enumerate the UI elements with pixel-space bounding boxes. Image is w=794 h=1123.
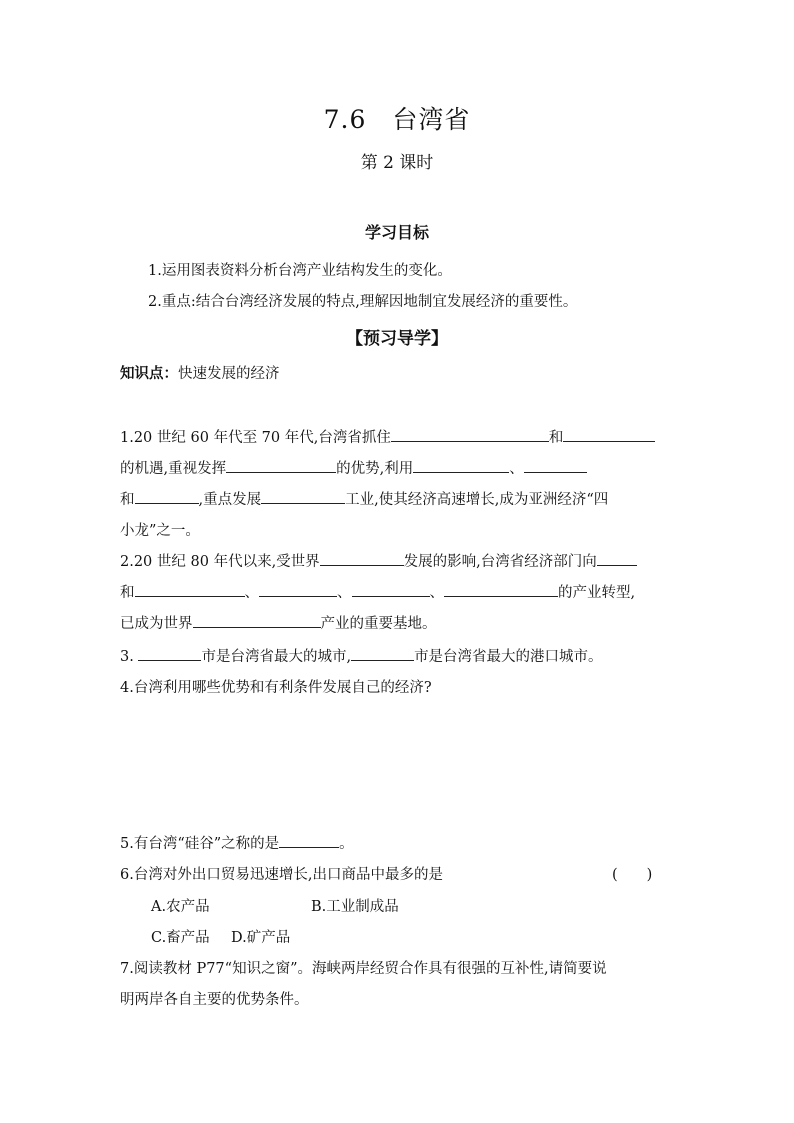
fill-blank[interactable] <box>597 551 637 566</box>
q2-text: 产业的重要基地。 <box>320 616 437 632</box>
q1-text: 1.20 世纪 60 年代至 70 年代,台湾省抓住 <box>120 430 391 446</box>
knowledge-point <box>120 362 280 383</box>
question-2-line-3 <box>120 612 437 633</box>
lesson-subtitle: 第 2 课时 <box>360 153 434 173</box>
answer-space[interactable] <box>120 700 680 820</box>
q1-text: 和 <box>120 492 135 508</box>
question-7-line-2: 明两岸各自主要的优势条件。 <box>120 992 309 1008</box>
page-title: 7.6 台湾省 <box>323 105 471 134</box>
fill-blank[interactable] <box>261 489 345 504</box>
knowledge-point-text: 快速发展的经济 <box>178 366 280 382</box>
question-4: 4.台湾利用哪些优势和有利条件发展自己的经济? <box>120 680 432 696</box>
fill-blank[interactable] <box>226 458 336 473</box>
q1-text: 的机遇,重视发挥 <box>120 461 227 477</box>
q3-text: 市是台湾省最大的城市, <box>201 649 352 665</box>
question-1-line-3 <box>120 488 608 509</box>
question-1-line-2 <box>120 457 587 478</box>
q2-text: 的产业转型, <box>558 585 636 601</box>
q1-text: 和 <box>548 430 564 446</box>
option-b[interactable]: B.工业制成品 <box>311 899 399 915</box>
question-7-line-1: 7.阅读教材 P77“知识之窗”。海峡两岸经贸合作具有很强的互补性,请简要说 <box>120 961 607 977</box>
option-a[interactable]: A.农产品 <box>151 899 210 915</box>
q3-text: 市是台湾省最大的港口城市。 <box>414 649 603 665</box>
q2-text: 、 <box>244 585 259 601</box>
fill-blank[interactable] <box>351 646 414 661</box>
question-1-line-1 <box>120 426 655 447</box>
fill-blank[interactable] <box>444 582 558 597</box>
objectives-heading: 学习目标 <box>364 223 429 242</box>
fill-blank[interactable] <box>193 613 321 628</box>
q5-text: 。 <box>339 836 354 852</box>
objective-item: 1.运用图表资料分析台湾产业结构发生的变化。 <box>148 263 452 279</box>
fill-blank[interactable] <box>413 458 509 473</box>
question-2-line-1 <box>120 550 637 571</box>
question-6-stem: 6.台湾对外出口贸易迅速增长,出口商品中最多的是 <box>120 867 443 883</box>
q5-text: 5.有台湾“硅谷”之称的是 <box>120 836 280 852</box>
question-5 <box>120 832 354 853</box>
question-1-line-4: 小龙”之一。 <box>120 523 200 539</box>
q2-text: 、 <box>429 585 444 601</box>
fill-blank[interactable] <box>259 582 337 597</box>
fill-blank[interactable] <box>135 489 199 504</box>
question-2-line-2 <box>120 581 635 602</box>
knowledge-point-label: 知识点： <box>120 365 178 382</box>
fill-blank[interactable] <box>524 458 587 473</box>
q1-text: 的优势,利用 <box>336 461 414 477</box>
fill-blank[interactable] <box>563 427 655 442</box>
fill-blank[interactable] <box>279 833 339 848</box>
q2-text: 和 <box>120 585 135 601</box>
q2-text: 发展的影响,台湾省经济部门向 <box>403 554 597 570</box>
fill-blank[interactable] <box>391 427 549 442</box>
q2-text: 已成为世界 <box>120 616 193 632</box>
fill-blank[interactable] <box>138 646 201 661</box>
preview-heading: 【预习导学】 <box>346 329 448 349</box>
q1-text: ,重点发展 <box>198 492 262 508</box>
fill-blank[interactable] <box>135 582 245 597</box>
q1-text: 、 <box>509 461 524 477</box>
q2-text: 2.20 世纪 80 年代以来,受世界 <box>120 554 320 570</box>
q3-text: 3. <box>120 649 134 665</box>
fill-blank[interactable] <box>320 551 404 566</box>
fill-blank[interactable] <box>352 582 430 597</box>
objective-item: 2.重点:结合台湾经济发展的特点,理解因地制宜发展经济的重要性。 <box>148 294 578 310</box>
question-3 <box>120 645 603 666</box>
option-d[interactable]: D.矿产品 <box>231 930 291 946</box>
q1-text: 工业,使其经济高速增长,成为亚洲经济“四 <box>345 492 609 508</box>
answer-parentheses[interactable]: ( ) <box>612 867 653 883</box>
option-c[interactable]: C.畜产品 <box>151 930 210 946</box>
q2-text: 、 <box>337 585 352 601</box>
